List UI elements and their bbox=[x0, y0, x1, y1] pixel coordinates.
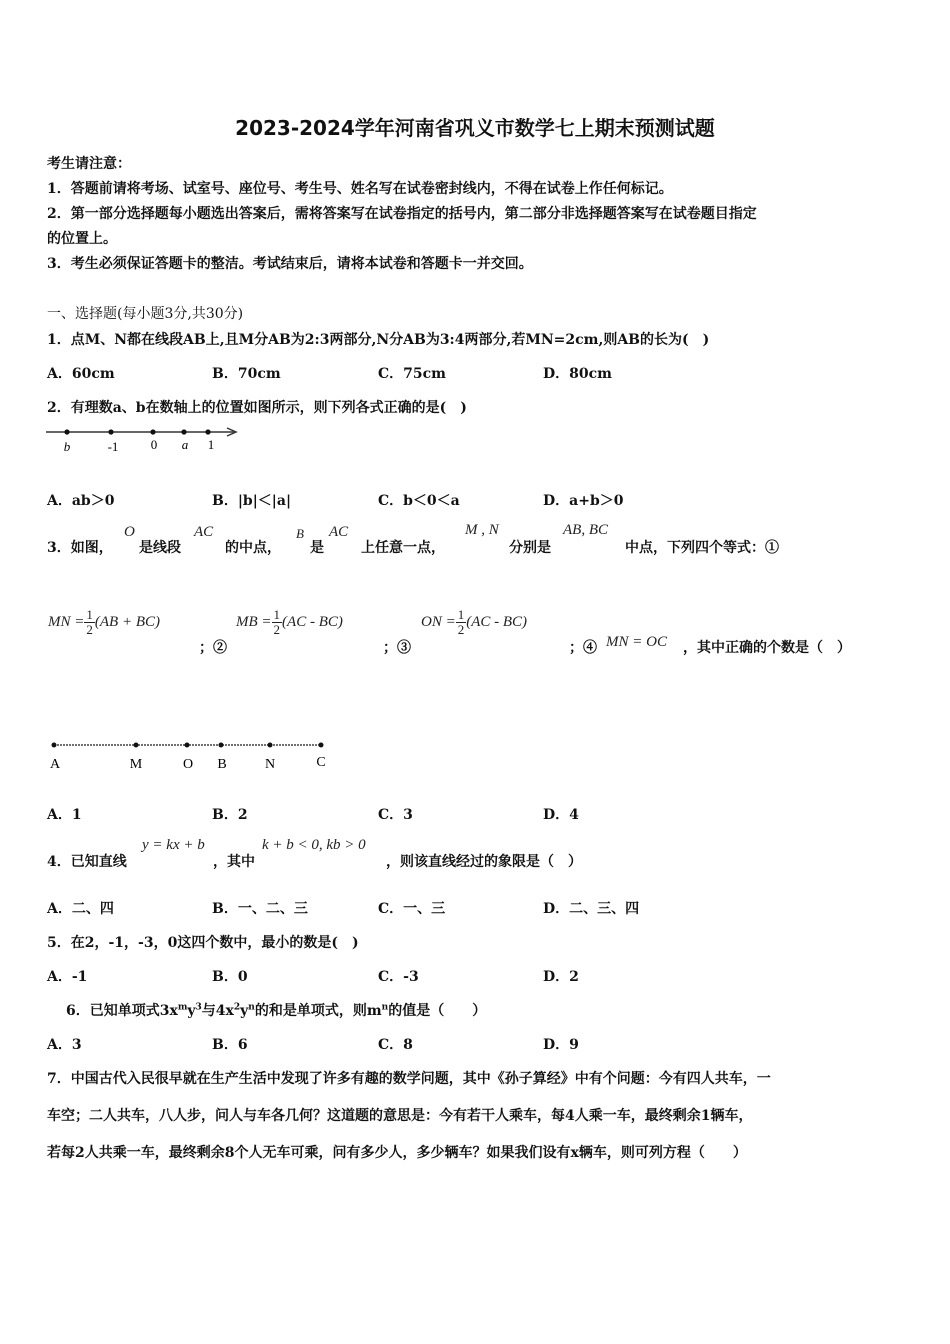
eq1-right: (AB + BC) bbox=[94, 613, 160, 630]
q3-option-a[interactable]: A．1 bbox=[47, 807, 82, 823]
segment-figure bbox=[44, 735, 344, 775]
seg-point-n bbox=[268, 743, 273, 748]
q2-option-d[interactable]: D．a+b＞0 bbox=[543, 493, 624, 509]
q4-stem-part1: 4．已知直线 bbox=[47, 854, 127, 870]
q6-part6: 的值是（ ） bbox=[388, 1003, 487, 1019]
q6-stem bbox=[66, 1000, 486, 1020]
q4-option-b[interactable]: B．一、二、三 bbox=[212, 901, 308, 917]
q3-option-b[interactable]: B．2 bbox=[212, 807, 248, 823]
eq3-fraction bbox=[456, 608, 467, 637]
q1-option-d[interactable]: D．80cm bbox=[543, 366, 612, 382]
q3-stem-part4: 是 bbox=[310, 540, 324, 556]
seg-label-n: N bbox=[264, 757, 276, 772]
point-zero bbox=[150, 429, 155, 434]
axis-label-neg1: -1 bbox=[107, 439, 119, 454]
eq2-fraction bbox=[272, 608, 283, 637]
q5-option-c[interactable]: C．-3 bbox=[378, 969, 419, 985]
q6-option-b[interactable]: B．6 bbox=[212, 1037, 248, 1053]
q4-option-c[interactable]: C．一、三 bbox=[378, 901, 446, 917]
q3-var-o: O bbox=[124, 524, 135, 540]
q3-equation-3 bbox=[421, 608, 527, 637]
q3-stem-part6: 分别是 bbox=[509, 540, 551, 556]
q5-option-a[interactable]: A．-1 bbox=[47, 969, 88, 985]
seg-label-c: C bbox=[316, 755, 326, 770]
q6-part3: 与4x bbox=[201, 1003, 234, 1019]
seg-label-a: A bbox=[49, 757, 61, 772]
seg-point-m bbox=[134, 743, 139, 748]
q3-separator-3: ；③ bbox=[383, 640, 411, 656]
eq3-left: ON = bbox=[421, 613, 456, 630]
q2-stem: 2．有理数a、b在数轴上的位置如图所示，则下列各式正确的是( ) bbox=[47, 400, 467, 416]
q6-part4: y bbox=[240, 1003, 249, 1019]
q1-option-b[interactable]: B．70cm bbox=[212, 366, 281, 382]
point-one bbox=[205, 429, 210, 434]
notice-heading: 考生请注意： bbox=[47, 156, 131, 172]
axis-label-one: 1 bbox=[207, 437, 215, 452]
q2-option-b[interactable]: B．|b|＜|a| bbox=[212, 493, 292, 509]
q3-separator-4: ；④ bbox=[569, 640, 597, 656]
q4-line-equation: y = kx + b bbox=[142, 837, 205, 853]
eq1-fraction bbox=[84, 608, 95, 637]
q3-stem-part3: 的中点， bbox=[225, 540, 281, 556]
seg-label-o: O bbox=[182, 757, 194, 772]
q5-option-d[interactable]: D．2 bbox=[543, 969, 579, 985]
eq2-frac-den: 2 bbox=[273, 622, 281, 637]
notice-line-4: 3．考生必须保证答题卡的整洁。考试结束后，请将本试卷和答题卡一并交回。 bbox=[47, 256, 533, 272]
q1-stem: 1．点M、N都在线段AB上,且M分AB为2:3两部分,N分AB为3:4两部分,若MN=2cm,则AB的长为( ) bbox=[47, 332, 710, 348]
q3-var-ac2: AC bbox=[329, 524, 349, 540]
q4-option-d[interactable]: D．二、三、四 bbox=[543, 901, 640, 917]
eq3-frac-den: 2 bbox=[457, 622, 465, 637]
q2-option-a[interactable]: A．ab＞0 bbox=[47, 493, 115, 509]
number-line-figure bbox=[44, 420, 244, 460]
notice-line-1: 1．答题前请将考场、试室号、座位号、考生号、姓名写在试卷密封线内，不得在试卷上作任何标记。 bbox=[47, 181, 673, 197]
q6-exp-3: 3 bbox=[195, 1002, 202, 1013]
point-neg1 bbox=[108, 429, 113, 434]
q7-line-2: 车空；二人共车，八人步，问人与车各几何？这道题的意思是：今有若干人乘车，每4人乘一车，最终剩余1辆车， bbox=[47, 1108, 753, 1124]
q6-part1: 6．已知单项式3x bbox=[66, 1003, 178, 1019]
q5-stem: 5．在2，-1，-3，0这四个数中，最小的数是( ) bbox=[47, 935, 359, 951]
q6-option-a[interactable]: A．3 bbox=[47, 1037, 82, 1053]
q3-var-b: B bbox=[296, 526, 304, 541]
point-a bbox=[181, 429, 186, 434]
axis-label-b: b bbox=[63, 439, 71, 454]
q4-stem-part2: ，其中 bbox=[213, 854, 255, 870]
q4-condition: k + b < 0, kb > 0 bbox=[262, 837, 366, 853]
q3-stem-part5: 上任意一点， bbox=[361, 540, 445, 556]
q3-option-d[interactable]: D．4 bbox=[543, 807, 579, 823]
q7-line-3: 若每2人共乘一车，最终剩余8个人无车可乘，问有多少人，多少辆车？如果我们设有x辆车，则可列方程（ ） bbox=[47, 1145, 747, 1161]
q6-option-c[interactable]: C．8 bbox=[378, 1037, 413, 1053]
eq2-right: (AC - BC) bbox=[282, 613, 343, 630]
q3-stem-part7: 中点，下列四个等式：① bbox=[625, 540, 779, 556]
q3-stem-tail: ，其中正确的个数是（ ） bbox=[683, 640, 851, 656]
q3-separator-2: ；② bbox=[199, 640, 227, 656]
section-heading: 一、选择题(每小题3分,共30分) bbox=[47, 306, 244, 322]
seg-point-b bbox=[219, 743, 224, 748]
eq2-frac-num: 1 bbox=[273, 607, 281, 622]
q3-var-mn: M , N bbox=[465, 522, 499, 538]
axis-label-a: a bbox=[181, 437, 189, 452]
eq1-frac-num: 1 bbox=[86, 607, 93, 622]
q3-stem-part1: 3．如图， bbox=[47, 540, 113, 556]
q5-option-b[interactable]: B．0 bbox=[212, 969, 248, 985]
q4-stem-part3: ，则该直线经过的象限是（ ） bbox=[386, 854, 582, 870]
q6-exp-n2: n bbox=[381, 1002, 389, 1013]
q3-var-ac1: AC bbox=[194, 524, 214, 540]
eq3-frac-num: 1 bbox=[457, 607, 465, 622]
q6-part2: y bbox=[187, 1003, 196, 1019]
seg-point-o bbox=[185, 743, 190, 748]
seg-label-m: M bbox=[129, 757, 143, 772]
q3-equation-1 bbox=[48, 608, 160, 637]
q1-option-a[interactable]: A．60cm bbox=[47, 366, 115, 382]
q6-exp-n: n bbox=[248, 1002, 255, 1013]
q2-option-c[interactable]: C．b＜0＜a bbox=[378, 493, 460, 509]
eq2-left: MB = bbox=[236, 613, 272, 630]
eq3-right: (AC - BC) bbox=[466, 613, 528, 630]
notice-line-2: 2．第一部分选择题每小题选出答案后，需将答案写在试卷指定的括号内，第二部分非选择题答案写在试卷题目指定 bbox=[47, 206, 757, 222]
q1-option-c[interactable]: C．75cm bbox=[378, 366, 446, 382]
q6-exp-m: m bbox=[177, 1002, 188, 1013]
q6-part5: 的和是单项式，则m bbox=[254, 1003, 382, 1019]
notice-line-3: 的位置上。 bbox=[47, 231, 117, 247]
q4-option-a[interactable]: A．二、四 bbox=[47, 901, 114, 917]
seg-point-a bbox=[52, 743, 57, 748]
q6-exp-2: 2 bbox=[233, 1002, 241, 1013]
q3-option-c[interactable]: C．3 bbox=[378, 807, 413, 823]
q3-equation-2 bbox=[236, 608, 343, 637]
eq1-left: MN = bbox=[48, 613, 85, 630]
q3-equation-4: MN = OC bbox=[606, 634, 667, 650]
seg-label-b: B bbox=[217, 757, 227, 772]
q3-var-abbc: AB, BC bbox=[563, 522, 608, 538]
page-title: 2023-2024学年河南省巩义市数学七上期末预测试题 bbox=[235, 116, 715, 140]
point-b bbox=[64, 429, 69, 434]
eq1-frac-den: 2 bbox=[86, 622, 93, 637]
q7-line-1: 7．中国古代入民很早就在生产生活中发现了许多有趣的数学问题，其中《孙子算经》中有个问题：今有四人共车，一 bbox=[47, 1071, 771, 1087]
q6-option-d[interactable]: D．9 bbox=[543, 1037, 579, 1053]
axis-label-zero: 0 bbox=[150, 437, 158, 452]
q3-stem-part2: 是线段 bbox=[139, 540, 181, 556]
seg-point-c bbox=[319, 743, 324, 748]
